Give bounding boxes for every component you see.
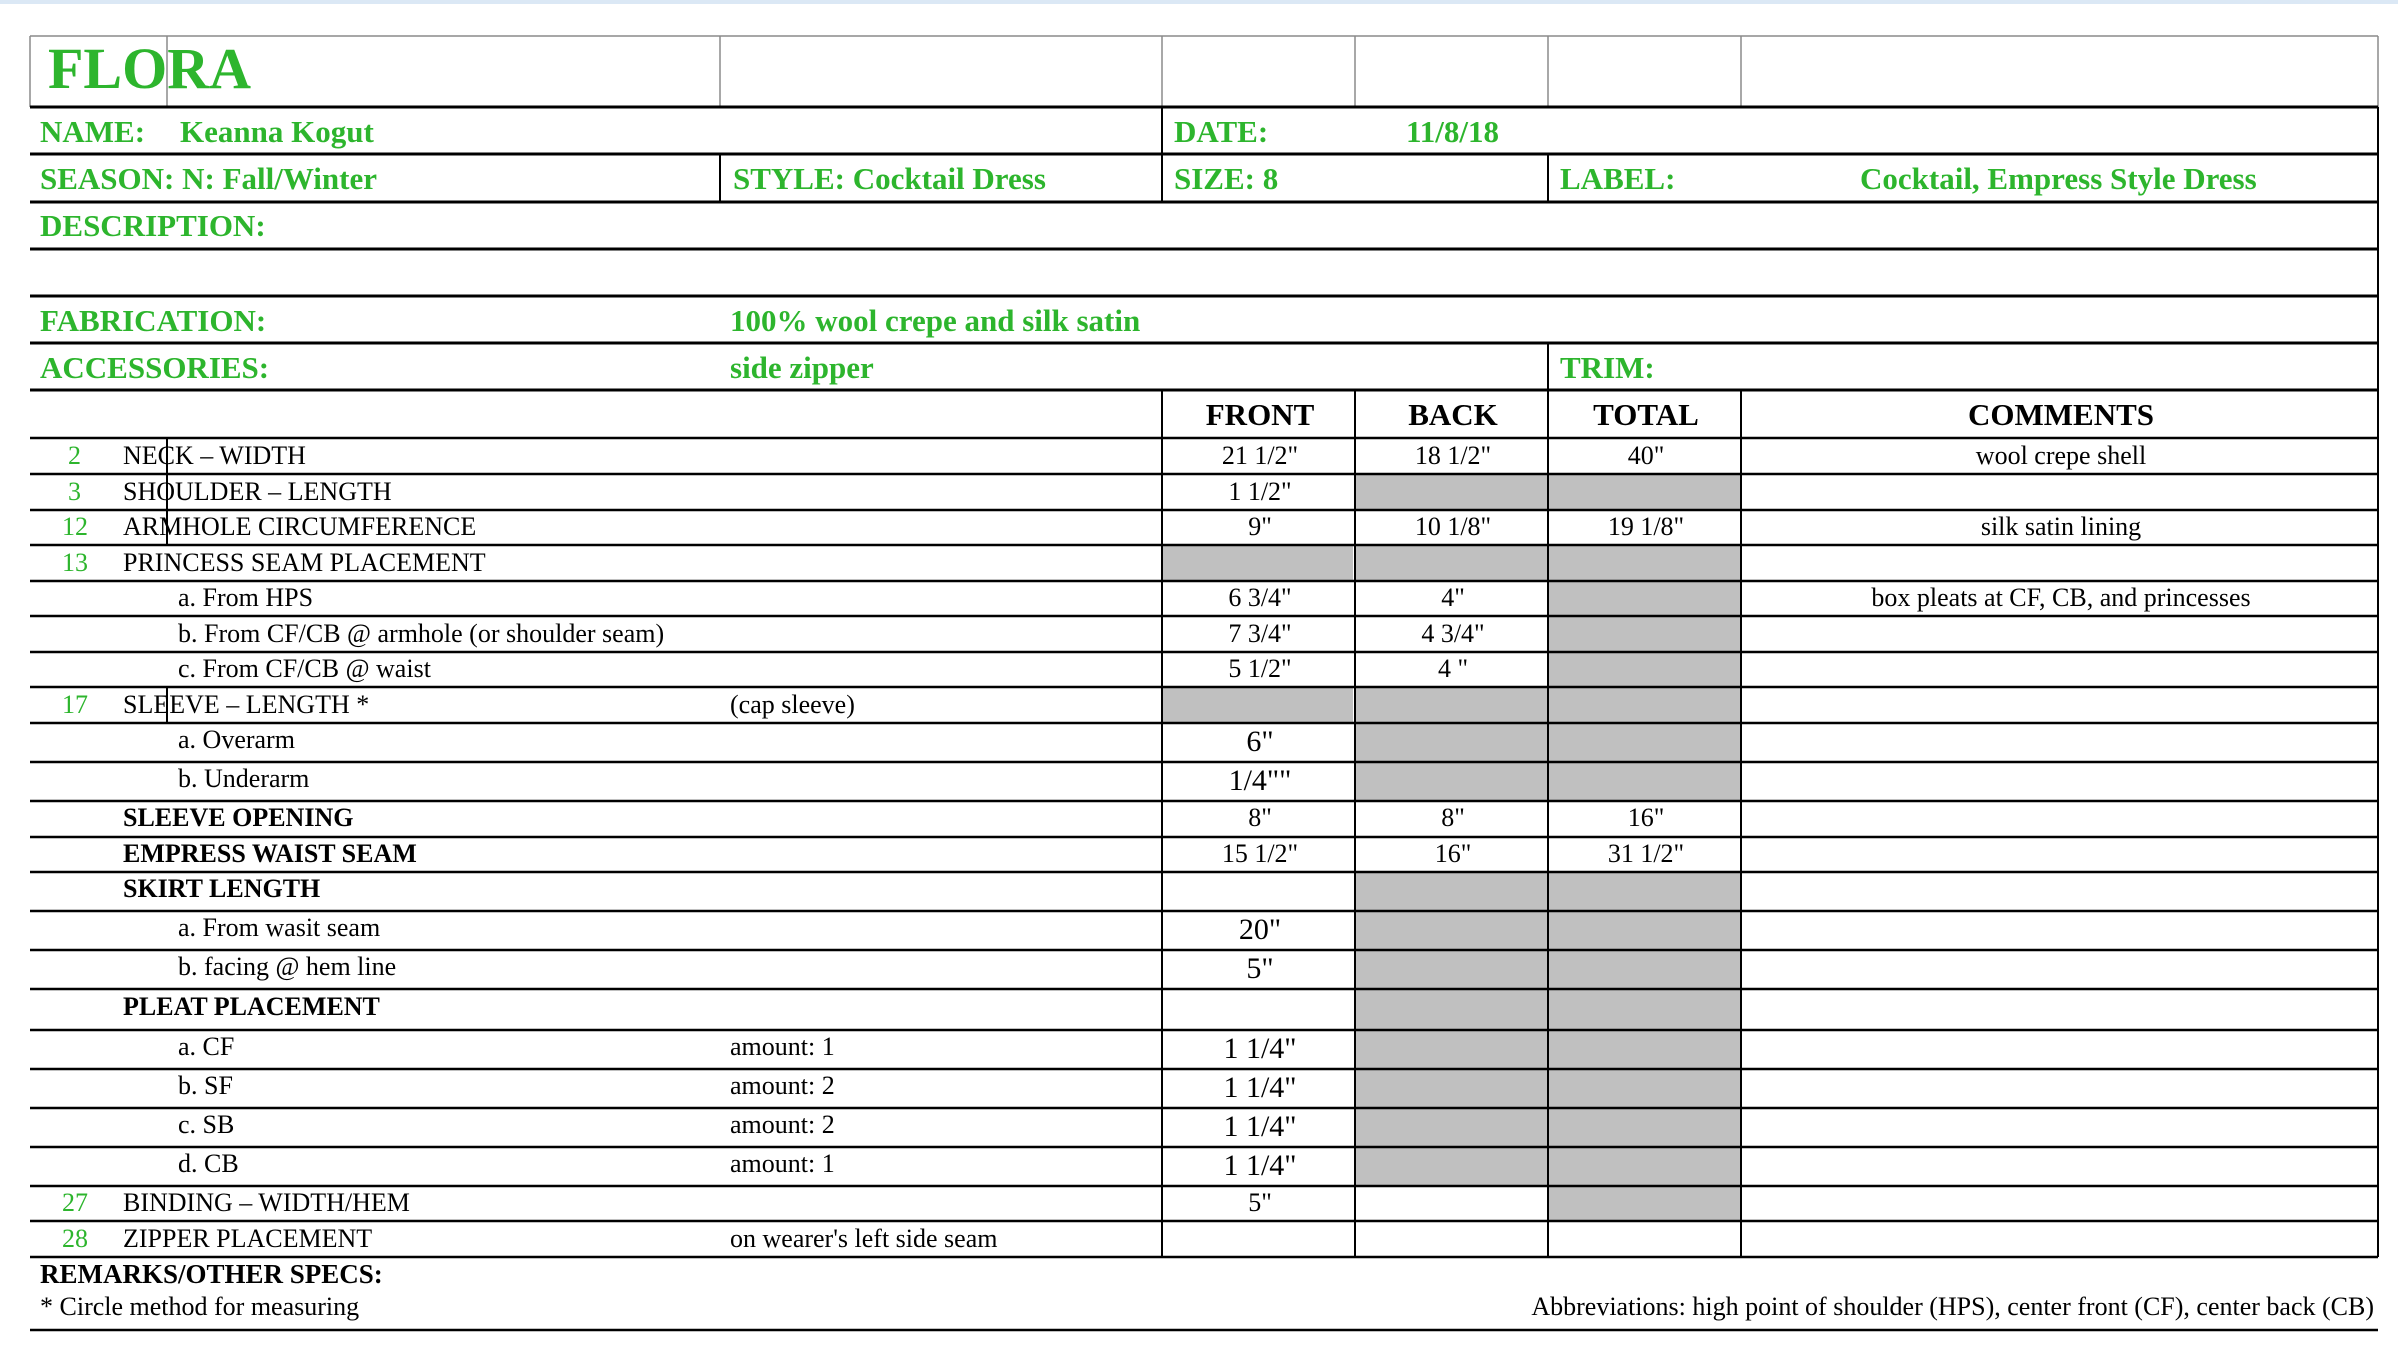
style-field: STYLE: Cocktail Dress [733,161,1046,196]
row-note: amount: 2 [730,1110,835,1139]
row-number: 2 [68,441,81,470]
fabrication-value: 100% wool crepe and silk satin [730,303,1141,338]
row-label: PRINCESS SEAM PLACEMENT [123,548,486,577]
row-label: c. SB [178,1110,235,1139]
name-value: Keanna Kogut [180,114,374,149]
form-title: FLORA [48,36,251,101]
circle-method-note: * Circle method for measuring [40,1292,360,1321]
row-label: EMPRESS WAIST SEAM [123,839,417,868]
remarks-label: REMARKS/OTHER SPECS: [40,1259,383,1289]
row-note: amount: 1 [730,1032,835,1061]
comment-value: wool crepe shell [1975,441,2147,470]
front-value: 21 1/2" [1221,441,1299,470]
total-value: 31 1/2" [1607,839,1685,868]
back-value: 18 1/2" [1414,441,1492,470]
front-value: 1 1/4" [1223,1032,1297,1065]
row-note: on wearer's left side seam [730,1224,998,1253]
back-value: 16" [1434,839,1472,868]
row-label: NECK – WIDTH [123,441,306,470]
season-field: SEASON: N: Fall/Winter [40,161,377,196]
row-label: a. From HPS [178,583,314,612]
back-value: 10 1/8" [1414,512,1492,541]
row-label: SLEEVE – LENGTH * [123,690,370,719]
row-label: a. From wasit seam [178,913,381,942]
front-value: 15 1/2" [1221,839,1299,868]
front-value: 1 1/4" [1223,1149,1297,1182]
description-label: DESCRIPTION: [40,208,266,243]
accessories-label: ACCESSORIES: [40,350,270,385]
total-value: 40" [1627,441,1665,470]
front-value: 8" [1248,803,1272,832]
fabrication-label: FABRICATION: [40,303,267,338]
row-label: SHOULDER – LENGTH [123,477,392,506]
front-value: 1 1/4" [1223,1110,1297,1143]
total-value: 19 1/8" [1607,512,1685,541]
front-value: 6" [1246,725,1274,758]
row-label: b. facing @ hem line [178,952,397,981]
front-value: 20" [1238,913,1282,946]
front-value: 1 1/4" [1223,1071,1297,1104]
row-label: b. From CF/CB @ armhole (or shoulder seam) [178,619,665,648]
size-field: SIZE: 8 [1174,161,1279,196]
front-value: 6 3/4" [1228,583,1292,612]
name-label: NAME: [40,114,146,149]
comment-value: silk satin lining [1980,512,2142,541]
front-value: 7 3/4" [1228,619,1292,648]
row-label: d. CB [178,1149,239,1178]
row-number: 28 [62,1224,88,1253]
row-number: 27 [62,1188,88,1217]
row-number: 13 [62,548,88,577]
row-label: ZIPPER PLACEMENT [123,1224,373,1253]
column-header-total: TOTAL [1593,397,1699,432]
front-value: 9" [1248,512,1272,541]
date-label: DATE: [1174,114,1269,149]
accessories-value: side zipper [730,350,874,385]
total-value: 16" [1627,803,1665,832]
row-note: (cap sleeve) [730,690,855,719]
front-value: 5" [1246,952,1274,985]
date-value: 11/8/18 [1406,114,1500,149]
label-label: LABEL: [1560,161,1676,196]
label-value: Cocktail, Empress Style Dress [1860,161,2257,196]
back-value: 4" [1441,583,1465,612]
row-label: SKIRT LENGTH [123,874,321,903]
row-note: amount: 2 [730,1071,835,1100]
back-value: 8" [1441,803,1465,832]
front-value: 5" [1248,1188,1272,1217]
abbreviations-note: Abbreviations: high point of shoulder (HPS), center front (CF), center back (CB) [1531,1292,2374,1321]
column-header-front: FRONT [1205,397,1315,432]
row-label: BINDING – WIDTH/HEM [123,1188,410,1217]
column-header-comments: COMMENTS [1968,397,2154,432]
front-value: 1/4"" [1228,764,1292,797]
row-label: b. SF [178,1071,233,1100]
row-number: 12 [62,512,88,541]
trim-label: TRIM: [1560,350,1655,385]
row-label: PLEAT PLACEMENT [123,992,380,1021]
row-note: amount: 1 [730,1149,835,1178]
row-label: a. Overarm [178,725,295,754]
row-label: a. CF [178,1032,235,1061]
row-label: ARMHOLE CIRCUMFERENCE [123,512,477,541]
front-value: 5 1/2" [1228,654,1292,683]
front-value: 1 1/2" [1228,477,1292,506]
back-value: 4 " [1437,654,1469,683]
row-number: 3 [68,477,81,506]
row-number: 17 [62,690,88,719]
row-label: c. From CF/CB @ waist [178,654,431,683]
comment-value: box pleats at CF, CB, and princesses [1871,583,2251,612]
back-value: 4 3/4" [1421,619,1485,648]
row-label: SLEEVE OPENING [123,803,354,832]
row-label: b. Underarm [178,764,310,793]
column-header-back: BACK [1408,397,1498,432]
